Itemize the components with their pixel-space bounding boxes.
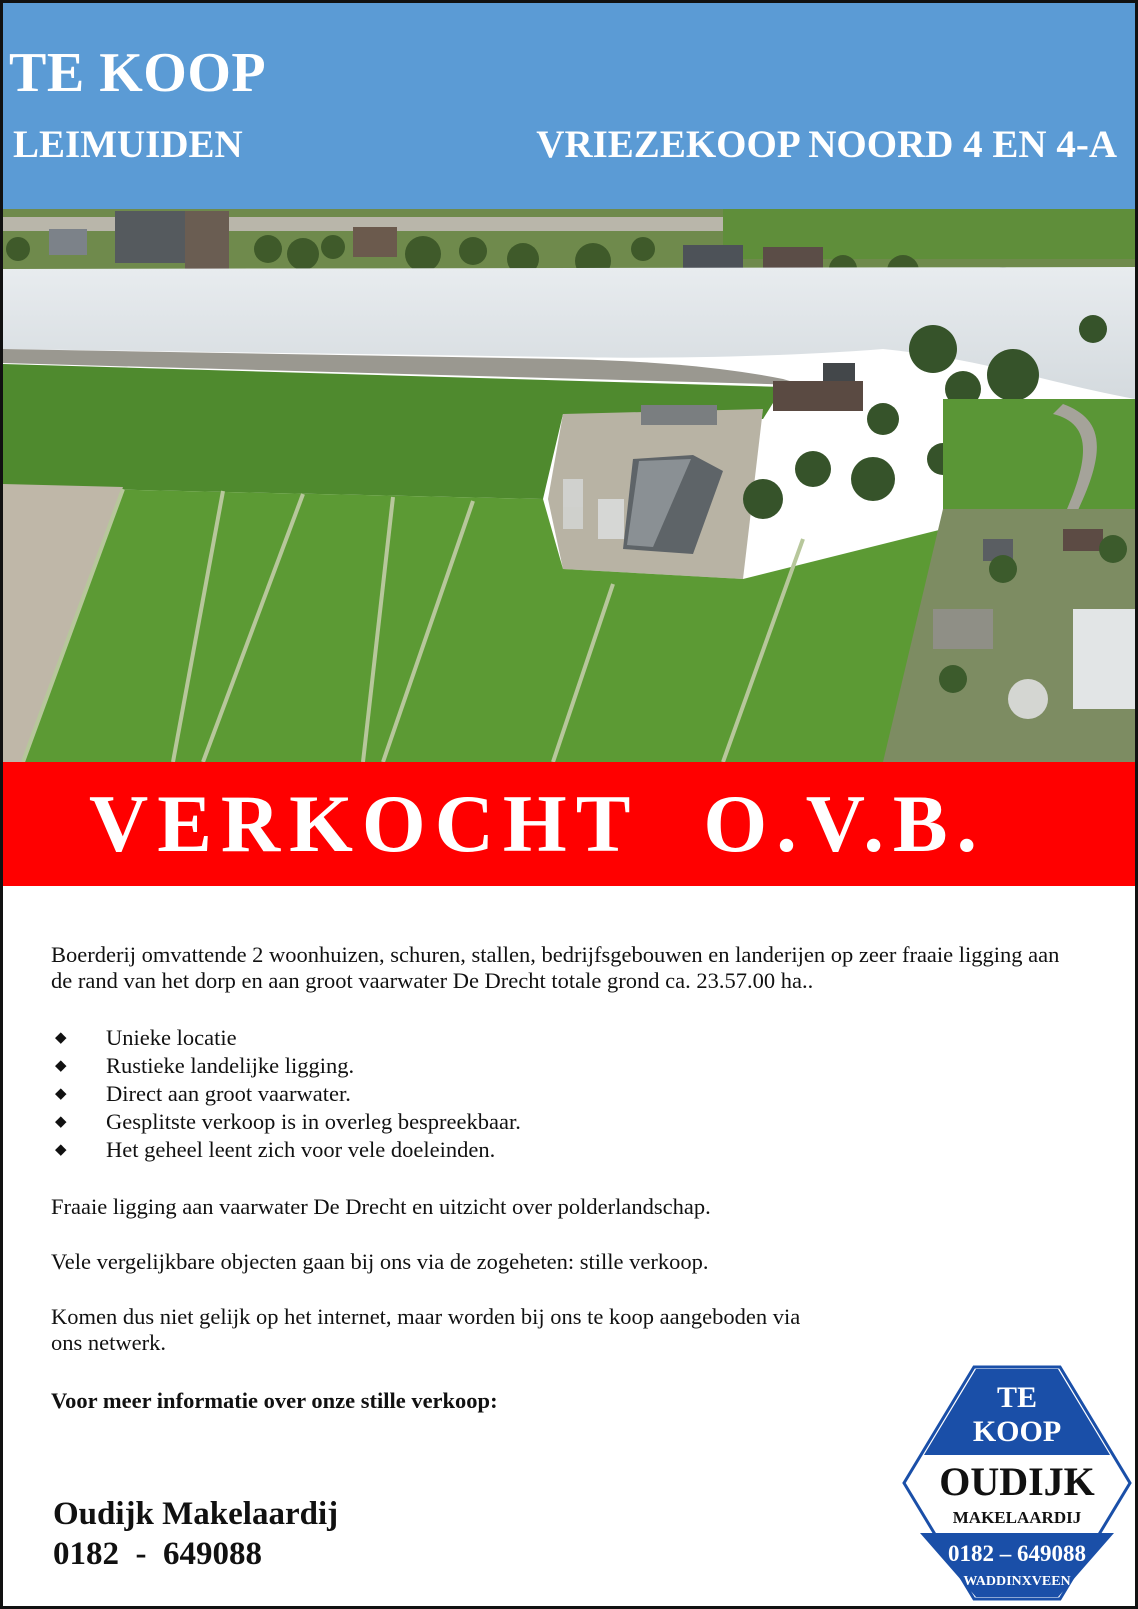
- info-call-to-action: Voor meer informatie over onze stille verkoop:: [51, 1388, 498, 1413]
- feature-list: [51, 1024, 1061, 1164]
- list-item: ◆ Gesplitste verkoop is in overleg bespreekbaar.: [55, 1109, 521, 1134]
- property-address: VRIEZEKOOP NOORD 4 EN 4-A: [536, 123, 1117, 166]
- silent-sale-paragraph: Vele vergelijkbare objecten gaan bij ons via de zogeheten: stille verkoop.: [51, 1249, 709, 1274]
- list-item: ◆ Rustieke landelijke ligging.: [55, 1053, 355, 1078]
- list-item: ◆ Direct aan groot vaarwater.: [55, 1081, 351, 1106]
- aerial-farm-photo: [3, 209, 1135, 762]
- logo-koop-text: KOOP: [972, 1415, 1062, 1448]
- diamond-bullet-icon: ◆: [55, 1114, 67, 1130]
- logo-name-text: OUDIJK: [939, 1459, 1095, 1504]
- list-item: ◆ Unieke locatie: [55, 1025, 237, 1050]
- diamond-bullet-icon: ◆: [55, 1058, 67, 1074]
- logo-te-text: TE: [996, 1381, 1038, 1414]
- location-paragraph: Fraaie ligging aan vaarwater De Drecht en uitzicht over polderlandschap.: [51, 1194, 711, 1219]
- list-item: ◆ Het geheel leent zich voor vele doeleinden.: [55, 1137, 496, 1162]
- logo-sub-text: MAKELAARDIJ: [952, 1508, 1082, 1527]
- header-banner: [3, 3, 1135, 209]
- contact-block: [53, 1494, 338, 1574]
- sold-banner-text: VERKOCHT O.V.B.: [89, 778, 987, 869]
- diamond-bullet-icon: ◆: [55, 1142, 67, 1158]
- diamond-bullet-icon: ◆: [55, 1086, 67, 1102]
- company-name: Oudijk Makelaardij: [53, 1496, 339, 1532]
- network-paragraph: Komen dus niet gelijk op het internet, maar worden bij ons te koop aangeboden via ons netwerk.: [51, 1304, 801, 1355]
- sold-banner: [3, 762, 1135, 886]
- logo-place-text: WADDINXVEEN: [963, 1574, 1071, 1589]
- description: [51, 942, 1061, 1414]
- diamond-bullet-icon: ◆: [55, 1030, 67, 1046]
- intro-paragraph: Boerderij omvattende 2 woonhuizen, schuren, stallen, bedrijfsgebouwen en landerijen op zeer fraaie ligging aan de rand van het dorp en aan groot vaarwater De Drecht totale grond ca. 23.57.00 ha..: [51, 942, 1060, 993]
- for-sale-title: TE KOOP: [9, 42, 267, 104]
- city-name: LEIMUIDEN: [13, 123, 243, 166]
- oudijk-logo: [898, 1363, 1136, 1601]
- logo-phone-text: 0182 – 649088: [948, 1541, 1086, 1566]
- phone-number: 0182 - 649088: [53, 1536, 262, 1572]
